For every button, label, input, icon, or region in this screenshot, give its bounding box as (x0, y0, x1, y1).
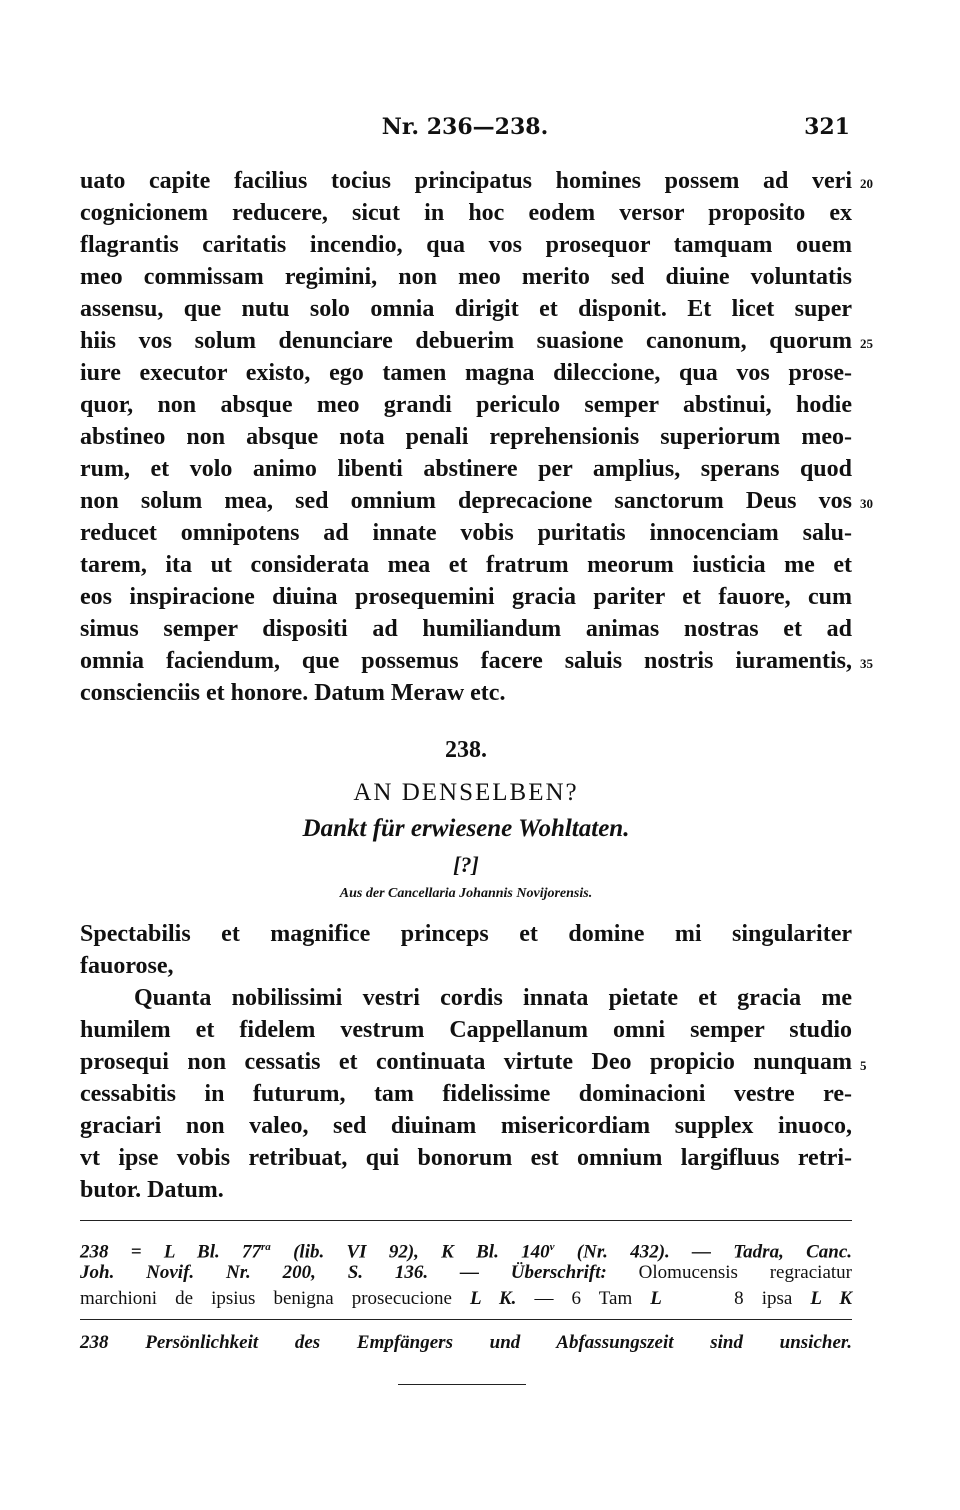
line-number-margin: 35 (860, 656, 873, 671)
document-date: [?] (453, 852, 479, 877)
apparatus-line: marchioni de ipsius benigna prosecucione L K. — 6 Tam L 8 ipsa L K (80, 1288, 853, 1309)
commentary-divider (80, 1319, 852, 1320)
text-line: assensu, que nutu solo omnia dirigit et disponit. Et licet super (80, 296, 852, 322)
text-line: Spectabilis et magnifice princeps et domine mi singulariter (80, 921, 852, 947)
text-line: quor, non absque meo grandi periculo semper abstinui, hodie (80, 392, 852, 418)
text-line: omnia faciendum, que possemus facere saluis nostris iuramentis, (80, 648, 852, 674)
text-line: fauorose, (80, 953, 174, 979)
document-text-block (80, 918, 852, 1206)
text-line: conscienciis et honore. Datum Meraw etc. (80, 680, 506, 706)
text-line: prosequi non cessatis et continuata virtute Deo propicio nunquam (80, 1049, 852, 1075)
text-line: rum, et volo animo libenti abstinere per amplius, sperans quod (80, 456, 852, 482)
apparatus-line: Joh. Novif. Nr. 200, S. 136. — Überschrift: Olomucensis regraciatur (80, 1262, 852, 1283)
text-line: tarem, ita ut considerata mea et fratrum meorum iusticia me et (80, 552, 852, 578)
document-number: 238. (445, 737, 487, 763)
running-head (80, 114, 850, 144)
critical-apparatus (80, 1234, 852, 1312)
text-line: reducet omnipotens ad innate vobis puritatis innocenciam salu- (80, 520, 852, 546)
text-line: eos inspiracione diuina prosequemini gracia pariter et fauore, cum (80, 584, 852, 610)
document-source: Aus der Cancellaria Johannis Novijorensis. (339, 886, 593, 901)
text-line: flagrantis caritatis incendio, qua vos prosequor tamquam ouem (80, 232, 852, 258)
line-number-margin: 5 (860, 1058, 867, 1073)
document-subtitle: Dankt für erwiesene Wohltaten. (302, 815, 630, 842)
line-number-margin: 30 (860, 496, 873, 511)
document-title: AN DENSELBEN? (353, 779, 579, 806)
line-number-margin: 20 (860, 176, 873, 191)
text-line: Quanta nobilissimi vestri cordis innata pietate et gracia me (134, 985, 852, 1011)
text-line: humilem et fidelem vestrum Cappellanum omni semper studio (80, 1017, 852, 1043)
text-line: simus semper dispositi ad humiliandum animas nostras et ad (80, 616, 852, 642)
text-line: graciari non valeo, sed diuinam misericordiam supplex inuoco, (80, 1113, 852, 1139)
running-title: Nr. 236—238. (381, 114, 549, 140)
text-line: cessabitis in futurum, tam fidelissime dominacioni vestre re- (80, 1081, 852, 1107)
commentary-line: 238 Persönlichkeit des Empfängers und Abfassungszeit sind unsicher. (80, 1332, 852, 1353)
top-text-block (80, 165, 852, 709)
page-number: 321 (804, 114, 850, 140)
text-line: hiis vos solum denunciare debuerim suasione canonum, quorum (80, 328, 852, 354)
end-rule (398, 1384, 526, 1385)
text-line: non solum mea, sed omnium deprecacione sanctorum Deus vos (80, 488, 852, 514)
apparatus-line: 238 = L Bl. $77^{ra}$ (lib. VI 92), K Bl. 140$^v$ (Nr. 432). — Tadra, Canc. (80, 1241, 853, 1263)
text-line: uato capite facilius tocius principatus homines possem ad veri (80, 168, 852, 194)
text-line: iure executor existo, ego tamen magna dileccione, qua vos prose- (80, 360, 852, 386)
text-line: vt ipse vobis retribuat, qui bonorum est omnium largifluus retri- (80, 1145, 852, 1171)
text-line: abstineo non absque nota penali reprehensionis superiorum meo- (80, 424, 852, 450)
commentary (80, 1330, 852, 1356)
footnote-divider (80, 1220, 852, 1221)
text-line: cognicionem reducere, sicut in hoc eodem versor proposito ex (80, 200, 852, 226)
line-number-margin: 25 (860, 336, 873, 351)
text-line: butor. Datum. (80, 1177, 224, 1203)
text-line: meo commissam regimini, non meo merito sed diuine voluntatis (80, 264, 852, 290)
